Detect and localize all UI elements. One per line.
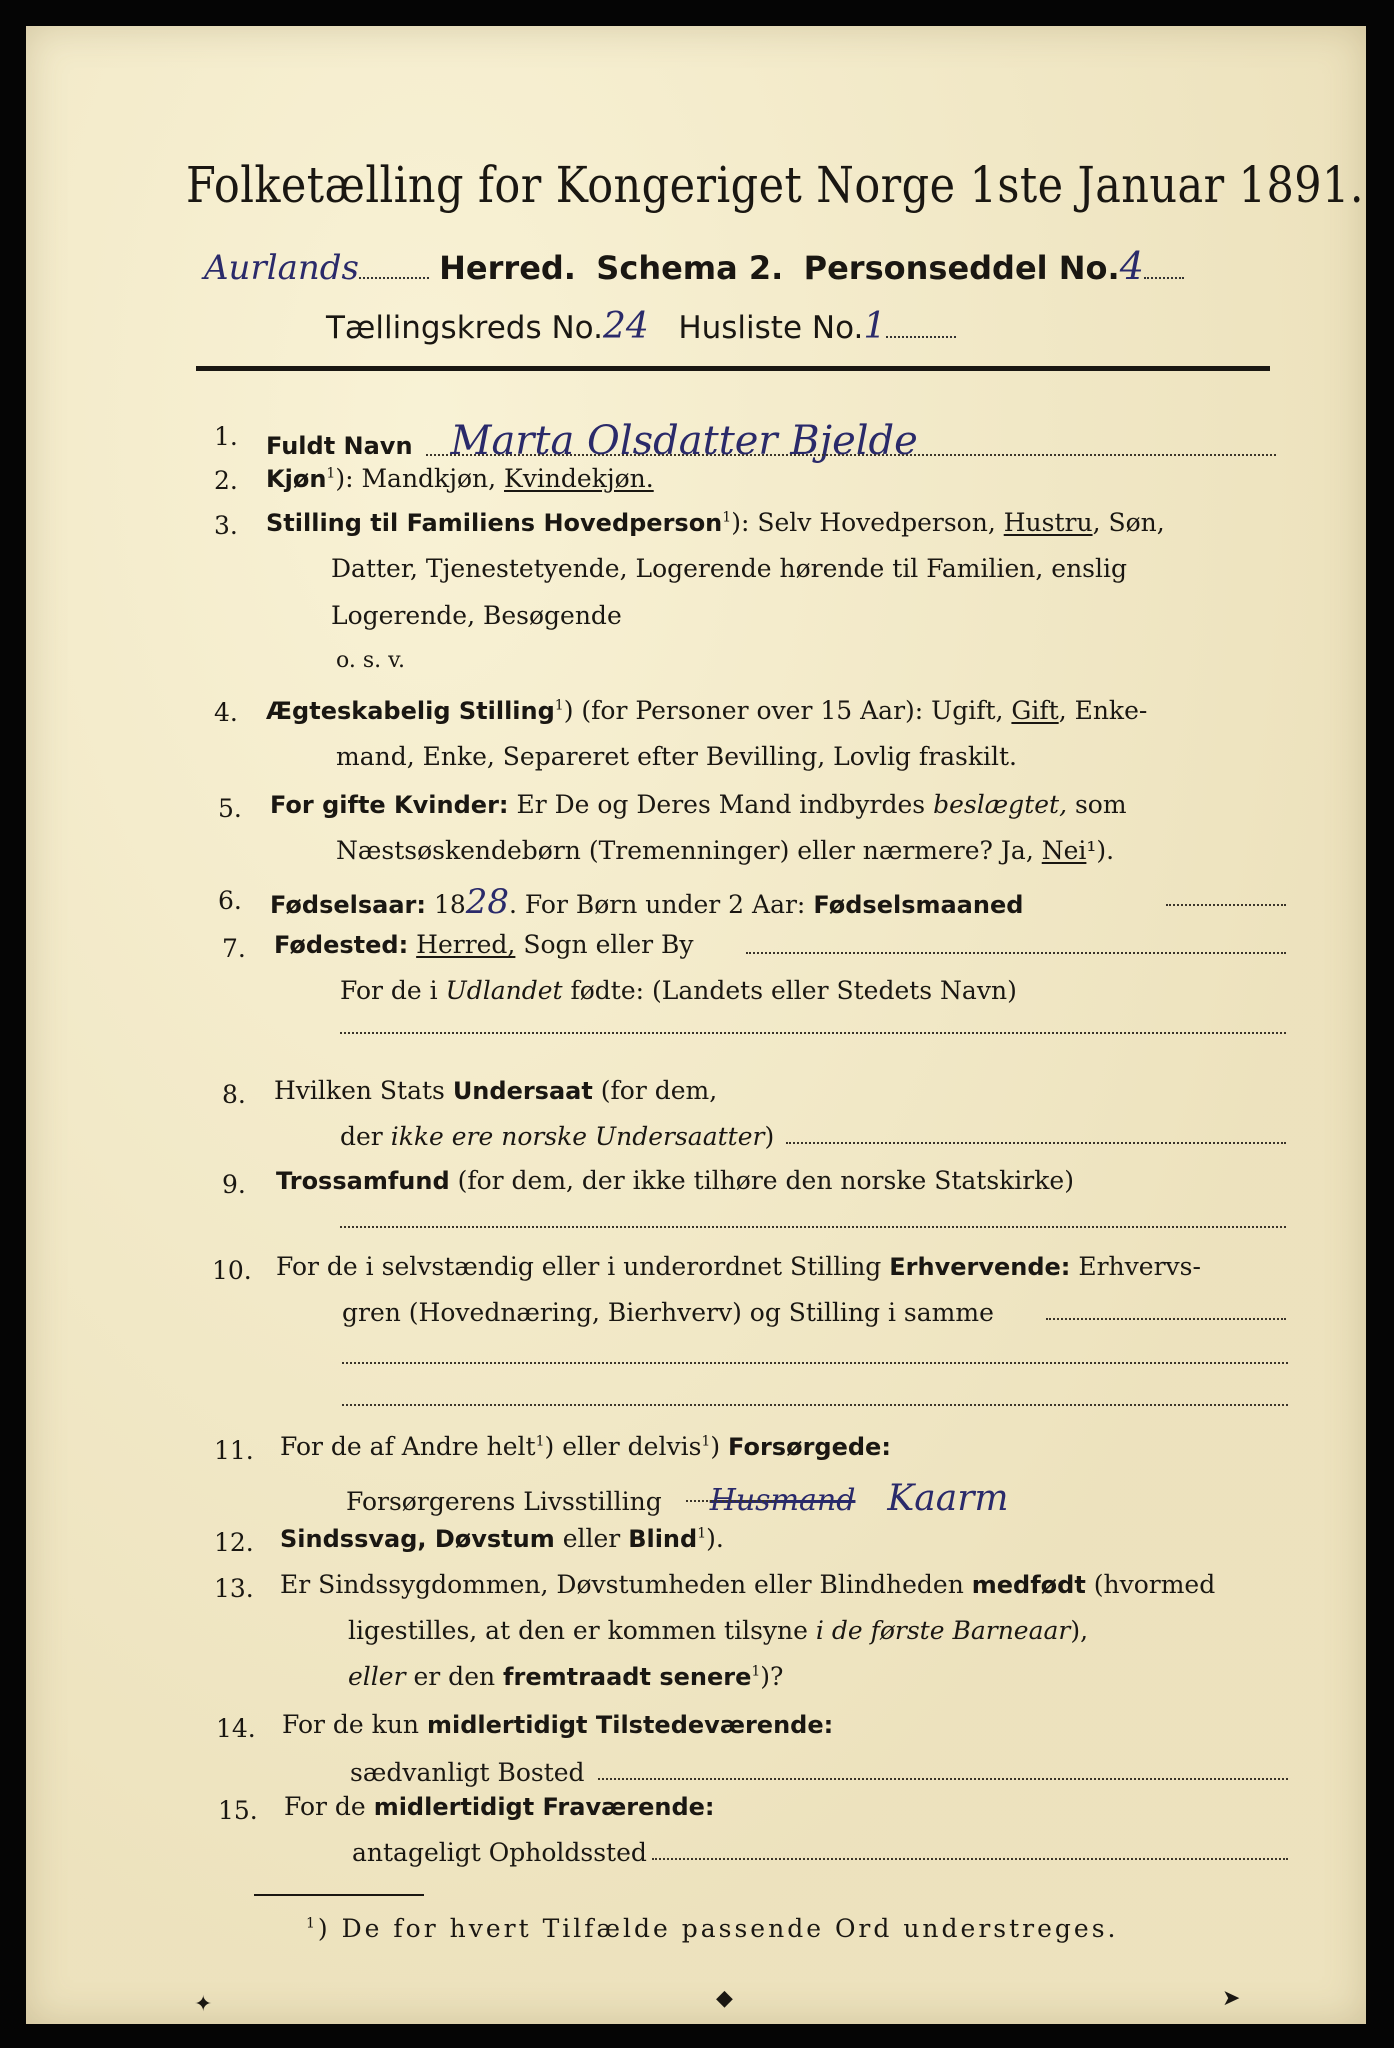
q8-line1: Hvilken Stats Undersaat (for dem, xyxy=(274,1076,718,1105)
registration-mark-left: ✦ xyxy=(194,1992,213,2017)
q7-number: 7. xyxy=(222,934,246,963)
q1-label: Fuldt Navn xyxy=(266,432,413,460)
q15-fill-line xyxy=(652,1858,1288,1860)
q9-number: 9. xyxy=(222,1170,246,1199)
q14-line1: For de kun midlertidigt Tilstedeværende: xyxy=(282,1710,834,1739)
q10-line1: For de i selvstændig eller i underordnet Stilling Erhvervende: Erhvervs- xyxy=(276,1252,1201,1281)
q10-label: Erhvervende: xyxy=(889,1253,1071,1281)
q10-fill-line xyxy=(1046,1318,1286,1320)
q7-line2: For de i Udlandet fødte: (Landets eller Stedets Navn) xyxy=(340,976,1017,1005)
q15-line2: antageligt Opholdssted xyxy=(352,1838,647,1867)
q4-label: Ægteskabelig Stilling xyxy=(266,697,555,725)
q9-fill-line xyxy=(340,1226,1286,1228)
q3-number: 3. xyxy=(214,511,238,540)
q1-fill-line xyxy=(426,454,1276,456)
q6-line: Fødselsaar: 1828. For Børn under 2 Aar: Fødselsmaaned xyxy=(270,882,1024,922)
husliste-value: 1 xyxy=(863,306,887,347)
census-form xyxy=(26,26,1366,2024)
q5-line1: For gifte Kvinder: Er De og Deres Mand indbyrdes beslægtet, som xyxy=(270,790,1127,819)
q14-fill-line xyxy=(598,1778,1288,1780)
q2-line: Kjøn$^1$): Mandkjøn, Kvindekjøn. xyxy=(266,464,654,493)
q6-label: Fødselsaar: xyxy=(270,891,426,919)
q6-fill-line xyxy=(1166,904,1286,906)
q13-line3: eller er den fremtraadt senere$^1$)? xyxy=(348,1662,784,1691)
q4-line2: mand, Enke, Separeret efter Bevilling, Lovlig fraskilt. xyxy=(336,742,1017,771)
q7-fill-line-2 xyxy=(340,1032,1286,1034)
q11-value: Kaarm xyxy=(887,1478,1009,1519)
q12-label2: Blind xyxy=(628,1525,698,1553)
personseddel-value: 4 xyxy=(1119,244,1144,288)
q1-value: Marta Olsdatter Bjelde xyxy=(450,418,918,464)
q8-line2: der ikke ere norske Undersaatter) xyxy=(340,1122,775,1151)
q15-label: midlertidigt Fraværende: xyxy=(373,1793,715,1821)
q15-line1: For de midlertidigt Fraværende: xyxy=(284,1792,715,1821)
footnote-divider xyxy=(254,1894,424,1896)
q2-number: 2. xyxy=(214,466,238,495)
q3-line4: o. s. v. xyxy=(336,648,405,673)
q11-fill-line xyxy=(686,1500,776,1502)
q9-label: Trossamfund xyxy=(276,1167,450,1195)
q11-line1: For de af Andre helt$^1$) eller delvis$^1$) Forsørgede: xyxy=(280,1432,891,1461)
q10-fill-line-3 xyxy=(342,1404,1288,1406)
q2-selected: Kvindekjøn. xyxy=(504,464,654,493)
registration-mark-center: ◆ xyxy=(716,1986,733,2011)
header-divider xyxy=(196,366,1270,371)
kreds-label: Tællingskreds No. xyxy=(326,310,603,346)
q13-label2: fremtraadt senere xyxy=(503,1663,752,1691)
registration-mark-right: ➤ xyxy=(1222,1986,1241,2011)
q12-label: Sindssvag, Døvstum xyxy=(280,1525,555,1553)
q8-number: 8. xyxy=(222,1080,246,1109)
q15-number: 15. xyxy=(218,1796,258,1825)
q2-label: Kjøn xyxy=(266,465,327,493)
q7-label: Fødested: xyxy=(274,931,409,959)
q1-line xyxy=(266,418,918,464)
q8-label: Undersaat xyxy=(452,1077,593,1105)
header-line-herred xyxy=(204,244,1184,288)
q6-value: 28 xyxy=(465,882,510,922)
q3-line3: Logerende, Besøgende xyxy=(331,601,622,630)
q4-selected: Gift xyxy=(1011,696,1059,725)
header-line-kreds xyxy=(326,306,956,347)
herred-label: Herred. xyxy=(439,249,576,287)
q10-fill-line-2 xyxy=(342,1362,1288,1364)
q11-number: 11. xyxy=(214,1436,254,1465)
q5-line2: Næstsøskendebørn (Tremenninger) eller nærmere? Ja, Nei¹). xyxy=(336,836,1115,865)
q7-fill-line xyxy=(746,952,1286,954)
q12-number: 12. xyxy=(214,1528,254,1557)
q5-selected: Nei xyxy=(1041,836,1087,865)
q8-fill-line xyxy=(786,1142,1286,1144)
q7-selected: Herred, xyxy=(416,930,516,959)
q11-value-struck: Husmand xyxy=(709,1483,856,1518)
q3-line2: Datter, Tjenestetyende, Logerende hørende til Familien, enslig xyxy=(331,554,1128,583)
q10-number: 10. xyxy=(212,1256,252,1285)
q4-line1: Ægteskabelig Stilling$^1$) (for Personer over 15 Aar): Ugift, Gift, Enke- xyxy=(266,696,1148,725)
q3-selected: Hustru xyxy=(1003,508,1093,537)
q5-number: 5. xyxy=(218,794,242,823)
husliste-label: Husliste No. xyxy=(678,310,864,346)
q6-number: 6. xyxy=(218,886,242,915)
q11-label: Forsørgede: xyxy=(728,1433,891,1461)
q14-label: midlertidigt Tilstedeværende: xyxy=(426,1711,834,1739)
schema-label: Schema 2. xyxy=(596,249,784,287)
q13-line1: Er Sindssygdommen, Døvstumheden eller Blindheden medfødt (hvormed xyxy=(280,1570,1216,1599)
personseddel-label: Personseddel No. xyxy=(803,249,1120,287)
footnote: $^1$) De for hvert Tilfælde passende Ord understreges. xyxy=(306,1914,1119,1943)
q14-line2: sædvanligt Bosted xyxy=(350,1758,585,1787)
q3-label: Stilling til Familiens Hovedperson xyxy=(266,509,723,537)
q1-number: 1. xyxy=(214,422,238,451)
q13-label: medfødt xyxy=(971,1571,1086,1599)
q7-line1: Fødested: Herred, Sogn eller By xyxy=(274,930,694,959)
q4-number: 4. xyxy=(214,698,238,727)
q6-label2: Fødselsmaaned xyxy=(813,891,1024,919)
q13-number: 13. xyxy=(214,1574,254,1603)
q14-number: 14. xyxy=(216,1714,256,1743)
q13-line2: ligestilles, at den er kommen tilsyne i de første Barneaar), xyxy=(348,1616,1089,1645)
form-title: Folketælling for Kongeriget Norge 1ste Januar 1891. xyxy=(186,156,1364,214)
q11-line2: Forsørgerens Livsstilling Husmand Kaarm xyxy=(346,1478,1009,1519)
kreds-value: 24 xyxy=(602,306,649,347)
q12-line: Sindssvag, Døvstum eller Blind$^1$). xyxy=(280,1524,724,1553)
herred-value: Aurlands xyxy=(204,248,359,288)
q5-label: For gifte Kvinder: xyxy=(270,791,509,819)
q3-line1: Stilling til Familiens Hovedperson$^1$): Selv Hovedperson, Hustru, Søn, xyxy=(266,508,1165,537)
q10-line2: gren (Hovednæring, Bierhverv) og Stilling i samme xyxy=(342,1298,994,1327)
q9-line: Trossamfund (for dem, der ikke tilhøre den norske Statskirke) xyxy=(276,1166,1074,1195)
